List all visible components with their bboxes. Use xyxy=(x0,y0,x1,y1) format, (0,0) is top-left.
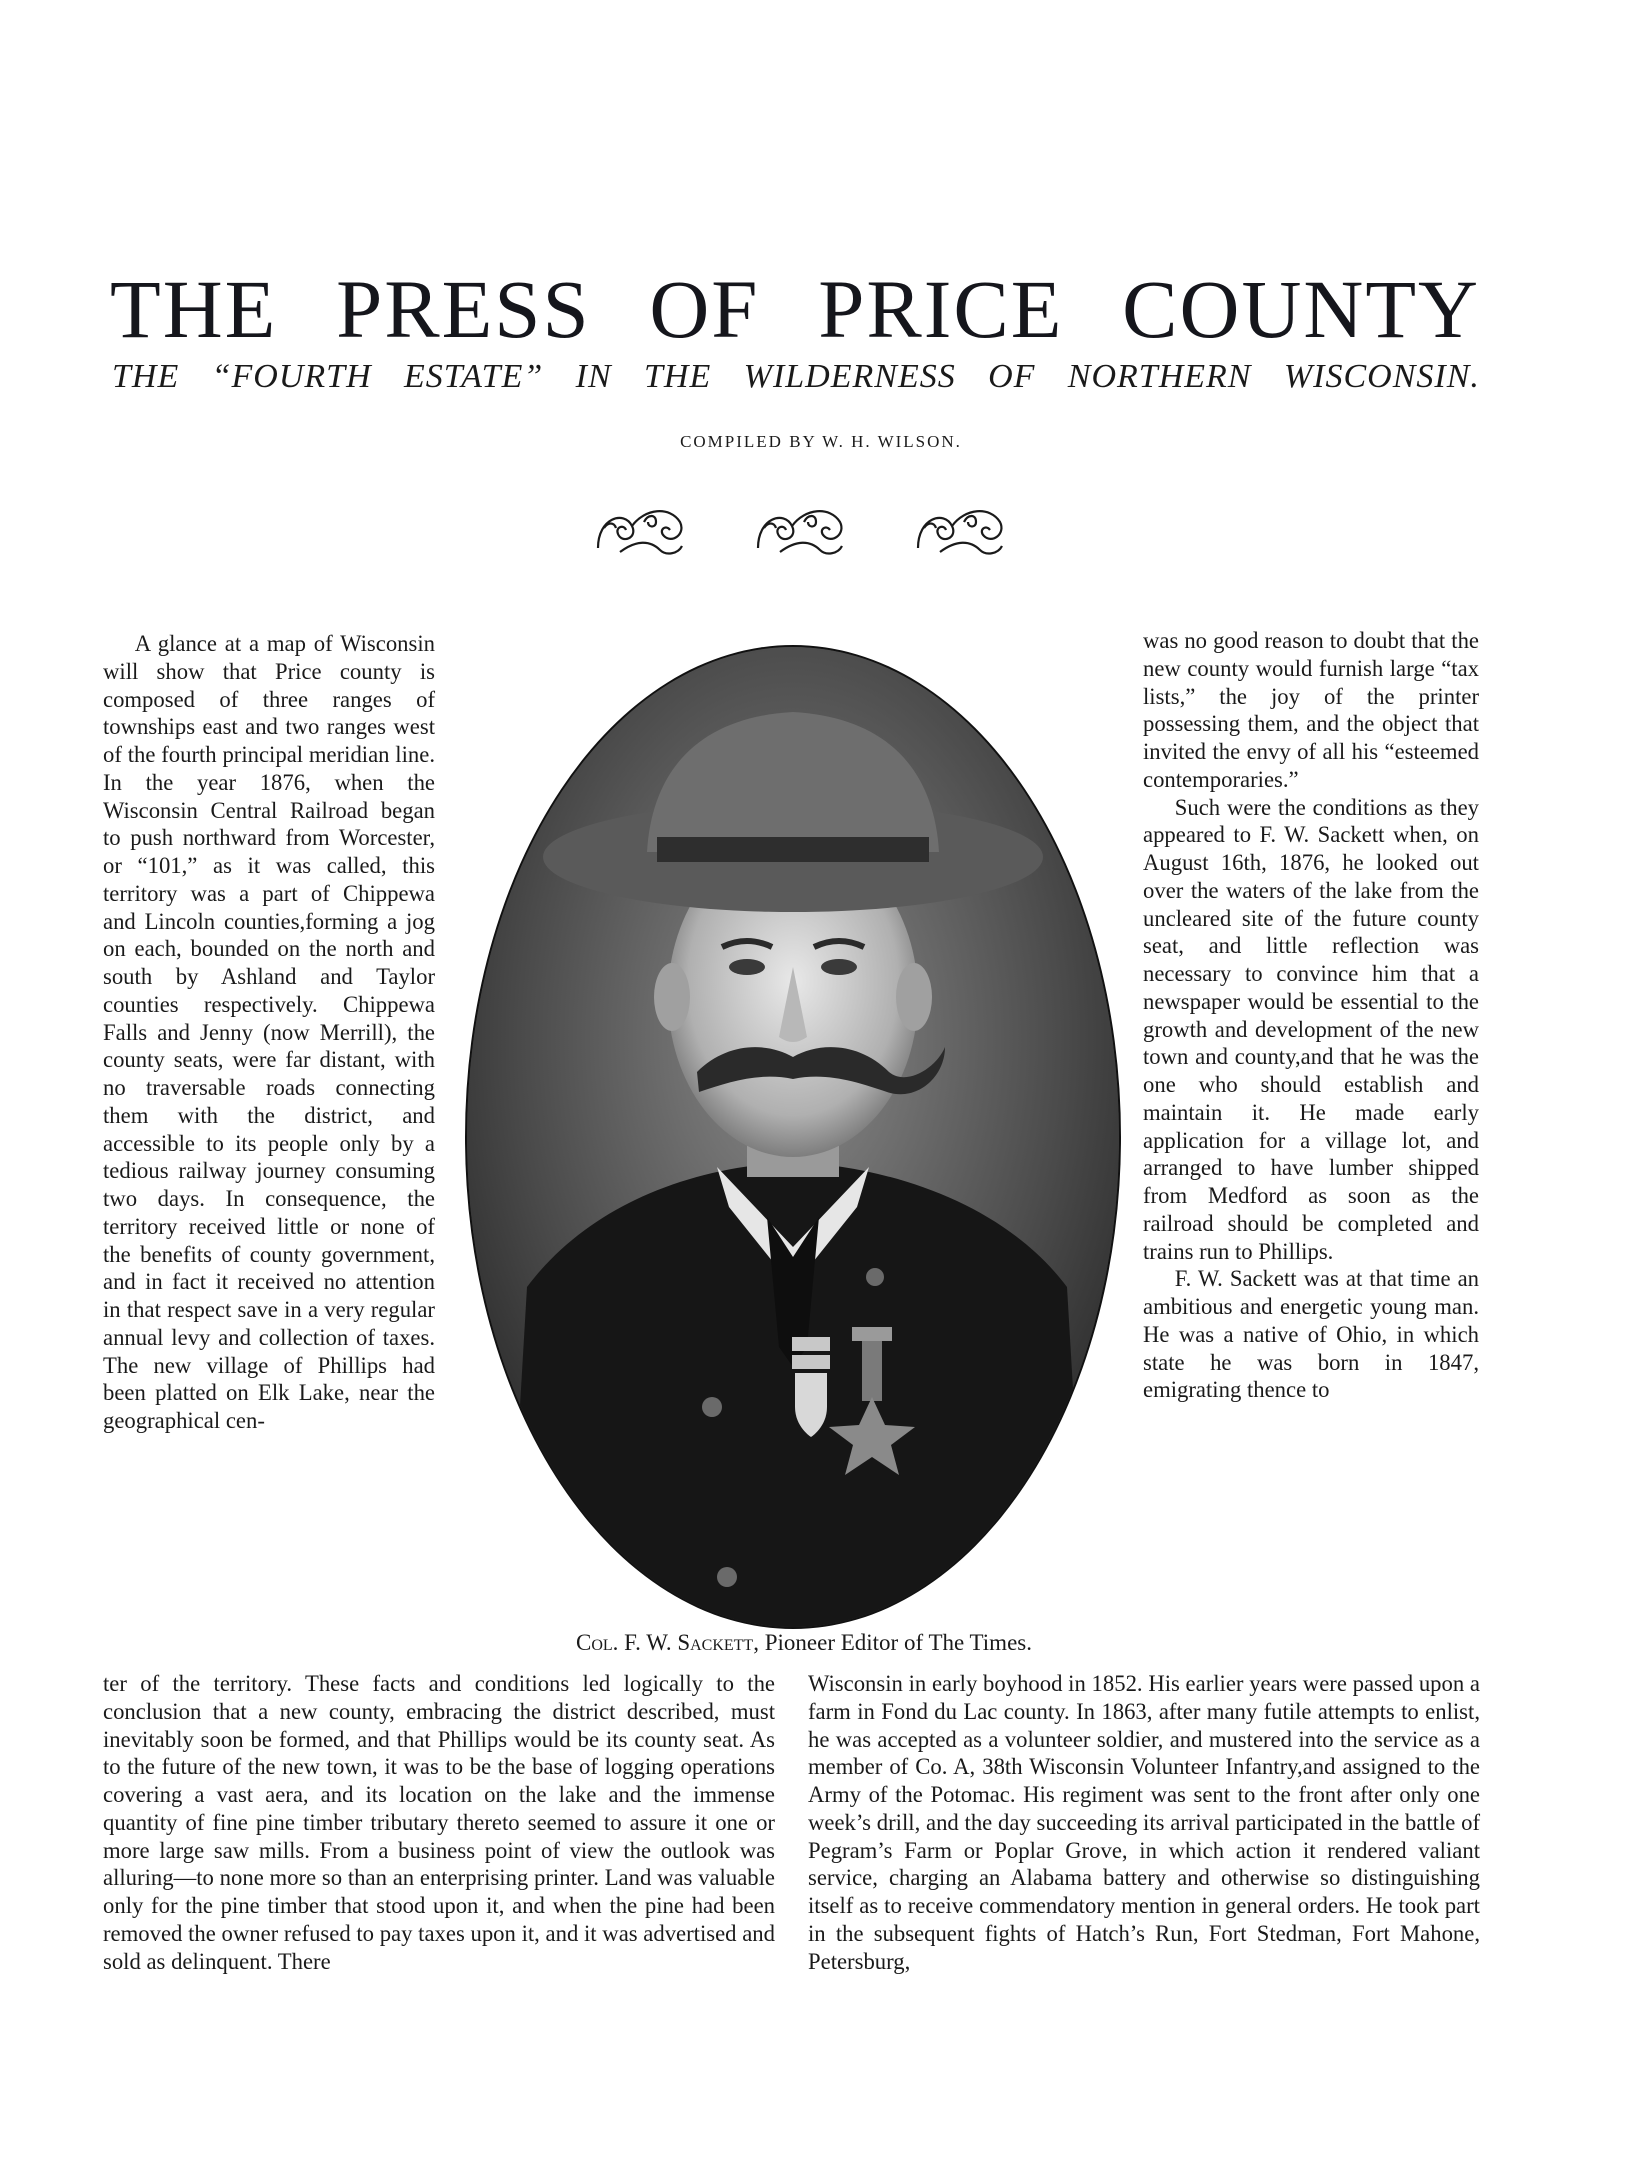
paragraph: F. W. Sackett was at that time an ambitious and energetic young man. He was a native of Ohio, in which state he was born in 1847, emigrating thence to xyxy=(1143,1266,1479,1403)
paragraph: Wisconsin in early boyhood in 1852. His earlier years were passed upon a farm in Fond du Lac county. In 1863, after many futile attempts to enlist, he was accepted as a volunteer soldier, and mustered into the service as a member of Co. A, 38th Wisconsin Volunteer Infantry,and assigned to the Army of the Potomac. His regiment was sent to the front after only one week’s drill, and the day succeeding its arrival participated in the battle of Pegram’s Farm or Poplar Grove, in which action it rendered valiant service, charging an Alabama battery and otherwise so distinguishing itself as to receive commendatory mention in general orders. He took part in the subsequent fights of Hatch’s Run, Fort Stedman, Fort Mahone, Petersburg, xyxy=(808,1671,1480,1974)
title-word: OF xyxy=(649,263,760,355)
subtitle-word: WILDERNESS xyxy=(743,358,956,395)
left-column xyxy=(103,630,435,1435)
subtitle-word: THE xyxy=(644,358,712,395)
title-word: PRESS xyxy=(336,263,591,355)
ornament-row xyxy=(590,500,1010,560)
bottom-left-column xyxy=(103,1670,775,1975)
page-title xyxy=(110,263,1480,355)
subtitle-word: WISCONSIN. xyxy=(1283,358,1480,395)
paragraph: A glance at a map of Wisconsin will show that Price county is composed of three ranges of townships east and two ranges west of the fourth principal meridian line. In the year 1876, when the Wisconsin Central Railroad began to push northward from Worcester, or “101,” as it was called, this territory was a part of Chippewa and Lincoln counties,forming a jog on each, bounded on the north and south by Ashland and Taylor counties respectively. Chippewa Falls and Jenny (now Merrill), the county seats, were far distant, with no traversable roads connecting them with the district, and accessible to its people only by a tedious railway journey consuming two days. In consequence, the territory received little or none of the benefits of county government, and in fact it received no attention in that respect save in a very regular annual levy and collection of taxes. The new village of Phillips had been platted on Elk Lake, near the geographical cen- xyxy=(103,631,435,1433)
portrait-photo xyxy=(465,645,1121,1629)
subtitle-word: “FOURTH xyxy=(211,358,372,395)
right-column xyxy=(1143,627,1479,1404)
title-word: THE xyxy=(110,263,278,355)
title-word: PRICE xyxy=(818,263,1064,355)
subtitle-word: NORTHERN xyxy=(1067,358,1252,395)
subtitle-word: THE xyxy=(112,358,180,395)
scroll-ornament-icon xyxy=(750,500,850,558)
caption-name: Col. F. W. Sackett, xyxy=(576,1630,759,1655)
scroll-ornament-icon xyxy=(910,500,1010,558)
scroll-ornament-icon xyxy=(590,500,690,558)
paragraph: ter of the territory. These facts and conditions led logically to the conclusion that a new county, embracing the district described, must inevitably soon be formed, and that Phillips would be its county seat. As to the future of the new town, it was to be the base of logging operations covering a vast aera, and its location on the lake and the immense quantity of fine pine timber tributary thereto seemed to assure it one or more large saw mills. From a business point of view the outlook was alluring—to none more so than an enterprising printer. Land was valuable only for the pine timber that stood upon it, and when the pine had been removed the owner refused to pay taxes upon it, and it was advertised and sold as delinquent. There xyxy=(103,1671,775,1974)
bottom-right-column xyxy=(808,1670,1480,1975)
subtitle-word: ESTATE” xyxy=(404,358,544,395)
paragraph: Such were the conditions as they appeared to F. W. Sackett when, on August 16th, 1876, he looked out over the waters of the lake from the uncleared site of the future county seat, and little reflection was necessary to convince him that a newspaper would be essential to the growth and development of the new town and county,and that he was the one who should establish and maintain it. He made early application for a village lot, and arranged to have lumber shipped from Medford as soon as the railroad should be completed and trains run to Phillips. xyxy=(1143,794,1479,1264)
page-subtitle xyxy=(112,360,1480,394)
portrait-image xyxy=(467,647,1119,1627)
subtitle-word: OF xyxy=(988,358,1036,395)
caption-description: Pioneer Editor of The Times. xyxy=(758,1630,1032,1655)
title-word: COUNTY xyxy=(1122,263,1480,355)
subtitle-word: IN xyxy=(575,358,612,395)
paragraph: was no good reason to doubt that the new county would furnish large “tax lists,” the joy of the printer possessing them, and the object that invited the envy of all his “esteemed contemporaries.” xyxy=(1143,628,1479,792)
photo-caption xyxy=(484,1630,1124,1656)
byline: COMPILED BY W. H. WILSON. xyxy=(680,432,962,451)
